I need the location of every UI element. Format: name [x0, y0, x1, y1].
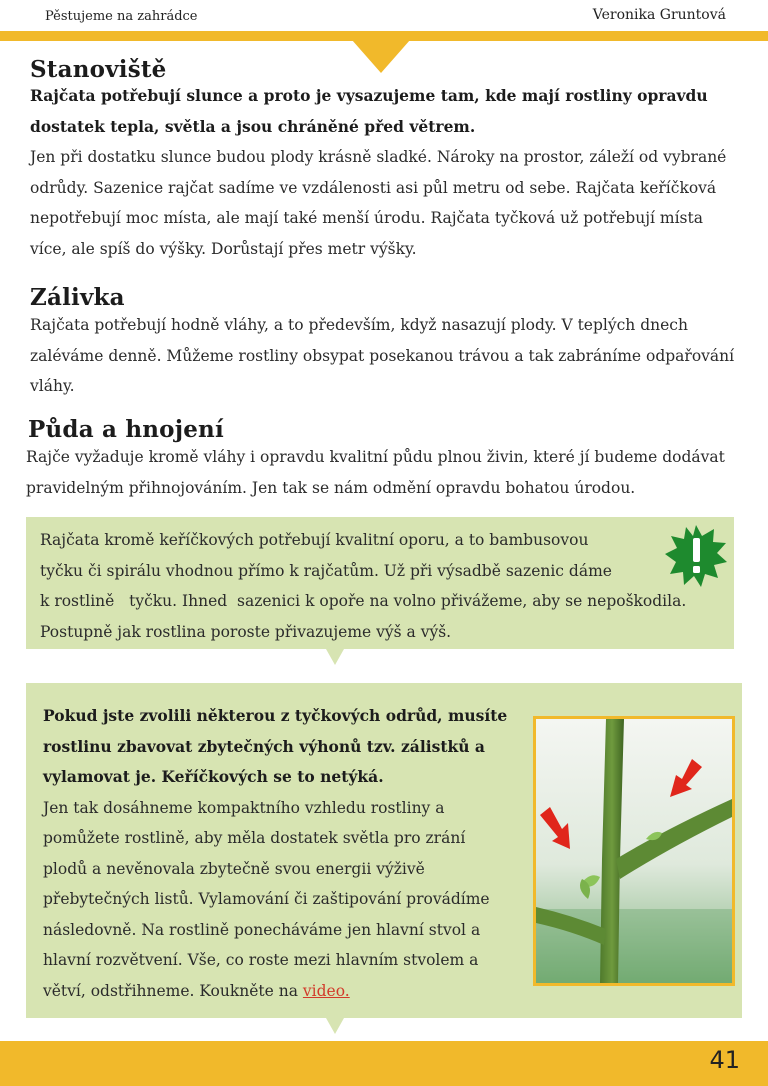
header-book-title: Pěstujeme na zahrádce	[45, 9, 198, 24]
section-puda-text: Rajče vyžaduje kromě vláhy i opravdu kvalitní půdu plnou živin, které jí budeme dodávat pravidelným přihnojováním. Jen tak se nám odmění opravdu bohatou úrodou.	[26, 448, 725, 497]
header-author: Veronika Gruntová	[592, 7, 726, 23]
top-accent-notch	[352, 40, 410, 73]
tip-box-pointer	[326, 649, 344, 665]
tip-line-3: k rostlině tyčku. Ihned sazenici k opoře na volno přivážeme, aby se nepoškodila.	[40, 592, 687, 610]
pruning-bold: Pokud jste zvolili některou z tyčkových odrůd, musíte rostlinu zbavovat zbytečných výhonů tzv. zálistků a vylamovat je. Keříčkových se to netýká.	[43, 706, 508, 786]
section-stanoviste-body	[30, 81, 730, 264]
section-title-stanoviste: Stanoviště	[30, 56, 167, 83]
tomato-stem-illustration	[536, 719, 732, 983]
tip-line-2: tyčku či spirálu vhodnou přímo k rajčatům. Už při výsadbě sazenic dáme	[40, 561, 612, 580]
tip-box	[26, 517, 734, 649]
section-stanoviste-bold: Rajčata potřebují slunce a proto je vysazujeme tam, kde mají rostliny opravdu dostatek tepla, světla a jsou chráněné před větrem.	[30, 86, 708, 136]
tip-line-4: Postupně jak rostlina poroste přivazujeme výš a výš.	[40, 622, 452, 641]
tomato-pruning-photo	[533, 716, 735, 986]
pruning-text: Jen tak dosáhneme kompaktního vzhledu rostliny a pomůžete rostlině, aby měla dostatek světla pro zrání plodů a nevěnovala zbytečně svou energii výživě přebytečných listů. Vylamování či zaštipování provádíme následovně. Na rostlině ponecháváme jen hlavní stvol a hlavní rozvětvení. Vše, co roste mezi hlavním stvolem a větví, odstřihneme. Koukněte na	[43, 798, 490, 1000]
bottom-accent-bar	[0, 1041, 768, 1086]
pruning-box-text	[43, 701, 513, 1006]
section-title-zalivka: Zálivka	[30, 284, 125, 311]
video-link[interactable]: video.	[302, 981, 350, 1000]
tip-box-text	[40, 525, 730, 647]
pruning-box-pointer	[326, 1018, 344, 1034]
section-zalivka-text: Rajčata potřebují hodně vláhy, a to především, když nasazují plody. V teplých dnech zaléváme denně. Můžeme rostliny obsypat posekanou trávou a tak zabráníme odpařování vláhy.	[30, 316, 735, 395]
exclamation-burst-icon	[664, 524, 728, 588]
section-title-puda: Půda a hnojení	[28, 416, 224, 443]
section-stanoviste-text: Jen při dostatku slunce budou plody krásně sladké. Nároky na prostor, záleží od vybrané odrůdy. Sazenice rajčat sadíme ve vzdálenosti asi půl metru od sebe. Rajčata keříčková nepotřebují moc místa, ale mají také menší úrodu. Rajčata tyčková už potřebují místa více, ale spíš do výšky. Dorůstají přes metr výšky.	[30, 148, 727, 258]
page-number: 41	[709, 1046, 740, 1074]
tip-line-1: Rajčata kromě keříčkových potřebují kvalitní oporu, a to bambusovou	[40, 531, 589, 549]
